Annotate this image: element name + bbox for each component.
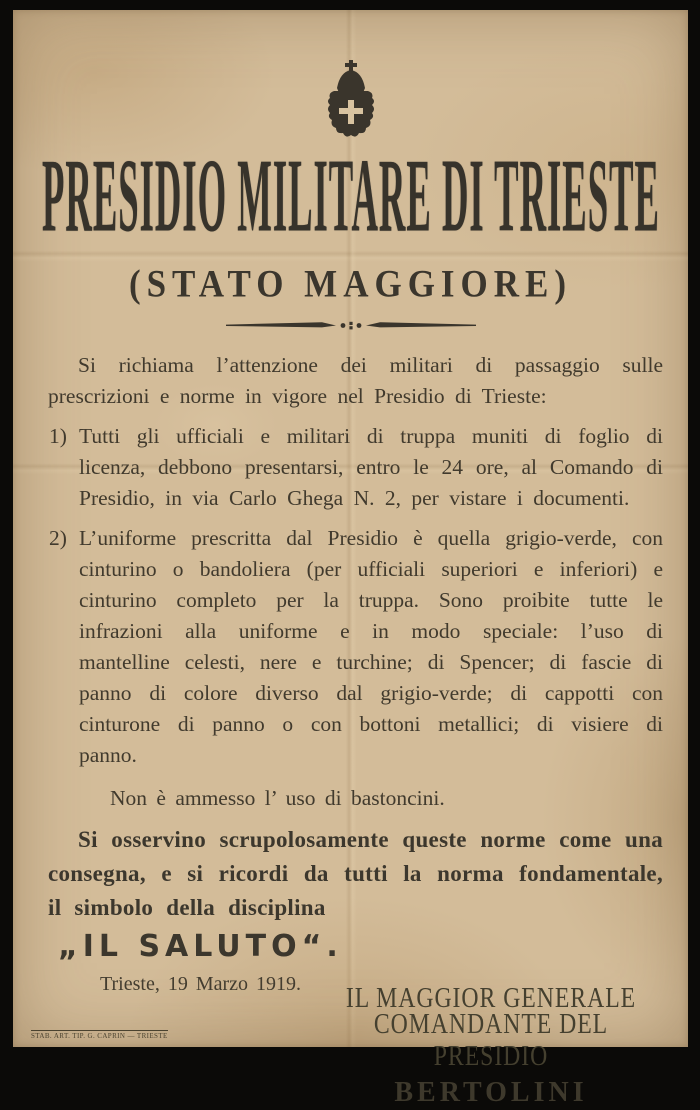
intro-paragraph: Si richiama l’attenzione dei militari di passaggio sulle prescrizioni e norme in vigore nel Presidio di Trieste: (48, 353, 663, 408)
dateline: Trieste, 19 Marzo 1919. (100, 973, 302, 995)
item-1-text: Tutti gli ufficiali e militari di truppa muniti di foglio di licenza, debbono presentarsi, entro le 24 ore, al Comando di Presidio, in via Carlo Ghega N. 2, per vistare i documenti. (79, 424, 663, 510)
emphasis-paragraph: Si osservino scrupolosamente queste norme come una consegna, e si ricordi da tutti la norma fondamentale, il simbolo della disciplina (48, 827, 663, 920)
signature-name: BERTOLINI (394, 1077, 588, 1108)
note-line: Non è ammesso l’ uso di bastoncini. (110, 786, 445, 810)
list-item-1 (48, 421, 663, 514)
savoy-crest-icon (13, 10, 688, 140)
poster-paper (13, 10, 688, 1108)
printer-imprint: STAB. ART. TIP. G. CAPRIN — TRIESTE (31, 1032, 168, 1040)
item-2-number: 2) (49, 526, 67, 550)
slogan-line: „IL SALUTO“. (58, 929, 343, 964)
body-column (13, 350, 688, 1110)
signature-block (321, 982, 661, 1110)
item-2-text: L’uniforme prescritta dal Presidio è quella grigio-verde, con cinturino o bandoliera (per ufficiali superiori e inferiori) e cinturino completo per la truppa. Sono proibite tutte le infrazioni alla uniforme e in modo speciale: l’uso di mantelline celesti, nere e turchine; di Spencer; di fascie di panno di colore diverso dal grigio-verde; di cappotti con cinturone di panno o con bottoni metallici; di visiere di panno. (79, 526, 663, 767)
signature-role-line-2: COMANDANTE DEL PRESIDIO (373, 1008, 609, 1073)
list-item-2 (48, 523, 663, 771)
poster-title-wrap (13, 138, 688, 258)
poster-subtitle: (STATO MAGGIORE) (128, 261, 573, 306)
signature-role-line-1: IL MAGGIOR GENERALE (345, 982, 637, 1014)
item-1-number: 1) (49, 424, 67, 448)
poster-title: PRESIDIO MILITARE DI TRIESTE (41, 138, 660, 255)
ornamental-divider-icon (13, 319, 688, 333)
